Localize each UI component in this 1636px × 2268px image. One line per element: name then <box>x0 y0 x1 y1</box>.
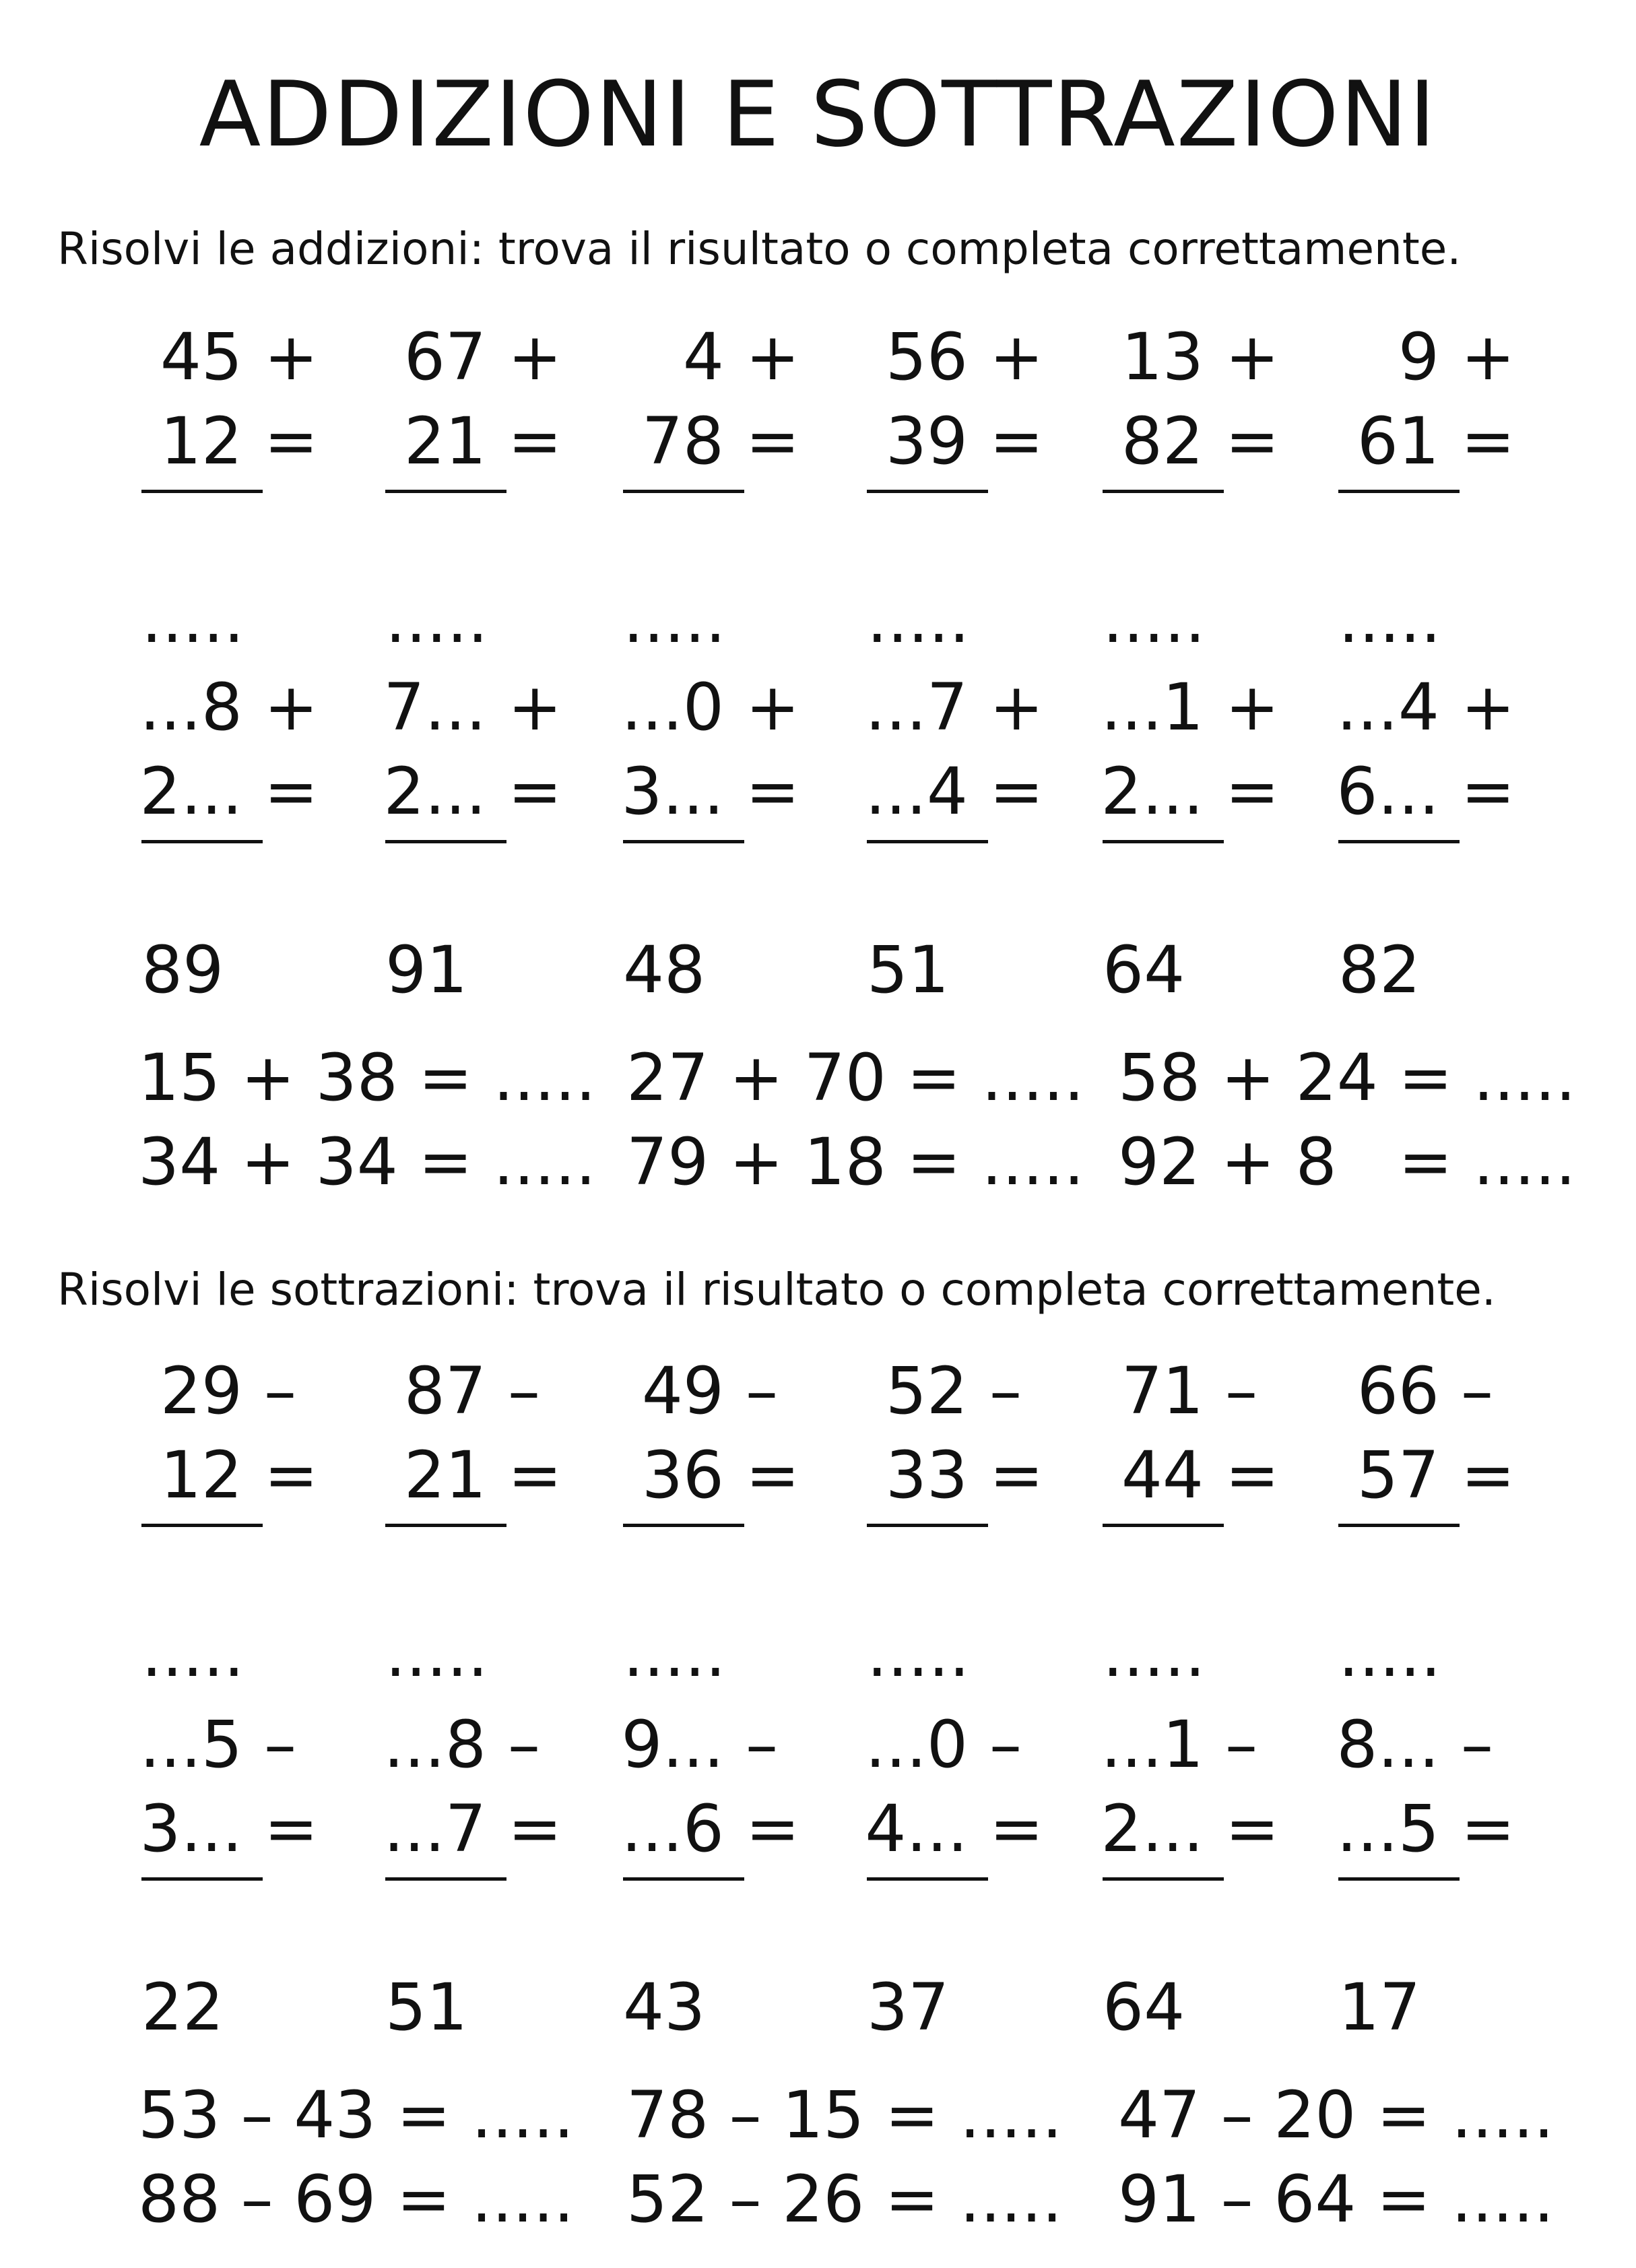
bottom-operand: ...5 <box>1336 1791 1439 1867</box>
bottom-row <box>141 404 317 488</box>
bottom-row <box>1338 404 1513 488</box>
bottom-operand: 2... <box>383 754 486 829</box>
answer-line <box>623 840 744 843</box>
top-operand: ...7 <box>865 670 968 745</box>
answer-line <box>1338 840 1460 843</box>
result: 37 <box>867 1970 950 2045</box>
top-operand: ...4 <box>1336 670 1439 745</box>
top-operand: ...0 <box>621 670 724 745</box>
equals-sign: = <box>1225 403 1280 479</box>
operator-sign: – <box>989 1353 1022 1429</box>
bottom-row <box>385 404 560 488</box>
addizione-problem <box>865 670 1044 1008</box>
addizione-inline-exercise: 79 + 18 = ..... <box>626 1124 1084 1200</box>
bottom-row <box>1338 1438 1513 1522</box>
top-row <box>867 670 1042 754</box>
operator-sign: – <box>1461 1707 1493 1782</box>
top-operand: 71 <box>1121 1353 1204 1429</box>
top-row <box>867 1354 1042 1438</box>
top-row <box>867 1708 1042 1792</box>
result: 91 <box>385 932 468 1008</box>
top-row <box>623 670 798 754</box>
top-operand: 87 <box>403 1353 486 1429</box>
equals-sign: = <box>989 1437 1044 1513</box>
top-row <box>1338 1708 1513 1792</box>
addizione-problem <box>1103 319 1280 657</box>
bottom-operand: 57 <box>1356 1437 1439 1513</box>
addizione-problem <box>139 670 319 1008</box>
top-row <box>623 1354 798 1438</box>
answer-line <box>867 490 988 493</box>
answer-line <box>1103 1524 1224 1527</box>
bottom-row <box>385 1792 560 1876</box>
top-row <box>1103 670 1278 754</box>
operator-sign: + <box>746 319 800 395</box>
operator-sign: – <box>508 1707 540 1782</box>
addizione-problem <box>383 670 562 1008</box>
equals-sign: = <box>1461 1791 1515 1867</box>
equals-sign: = <box>989 1791 1044 1867</box>
operator-sign: + <box>1225 670 1280 745</box>
top-row <box>141 670 317 754</box>
addizione-inline-exercise: 58 + 24 = ..... <box>1118 1040 1576 1115</box>
bottom-operand: 3... <box>139 1791 242 1867</box>
addizione-inline-exercise: 92 + 8 = ..... <box>1118 1124 1576 1200</box>
result: 22 <box>141 1970 224 2045</box>
equals-sign: = <box>1461 1437 1515 1513</box>
bottom-row <box>867 1792 1042 1876</box>
equals-sign: = <box>1225 1791 1280 1867</box>
top-row <box>1103 1354 1278 1438</box>
result: ..... <box>1103 582 1206 657</box>
answer-line <box>1103 490 1224 493</box>
bottom-operand: 82 <box>1121 403 1204 479</box>
answer-line <box>1103 840 1224 843</box>
answer-line <box>1338 1524 1460 1527</box>
operator-sign: + <box>989 319 1044 395</box>
bottom-operand: ...6 <box>621 1791 724 1867</box>
equals-sign: = <box>989 754 1044 829</box>
bottom-operand: 44 <box>1121 1437 1204 1513</box>
sottrazione-problem <box>139 1707 319 2045</box>
addizione-problem <box>1101 670 1280 1008</box>
top-row <box>1338 1354 1513 1438</box>
operator-sign: + <box>746 670 800 745</box>
addizione-problem <box>1338 319 1515 657</box>
result: ..... <box>1338 1616 1441 1691</box>
bottom-operand: 4... <box>865 1791 968 1867</box>
operator-sign: – <box>1461 1353 1493 1429</box>
addizione-inline-exercise: 15 + 38 = ..... <box>138 1040 596 1115</box>
result: 48 <box>623 932 706 1008</box>
bottom-row <box>1103 404 1278 488</box>
answer-line <box>1103 1877 1224 1881</box>
bottom-row <box>385 1438 560 1522</box>
bottom-operand: 21 <box>403 1437 486 1513</box>
top-operand: ...1 <box>1101 670 1204 745</box>
operator-sign: – <box>264 1707 296 1782</box>
sottrazione-inline-exercise: 53 – 43 = ..... <box>138 2077 575 2153</box>
result: ..... <box>623 1616 726 1691</box>
top-row <box>623 1708 798 1792</box>
operator-sign: + <box>1225 319 1280 395</box>
bottom-operand: 39 <box>885 403 968 479</box>
result: ..... <box>867 1616 970 1691</box>
equals-sign: = <box>508 754 562 829</box>
top-row <box>385 1708 560 1792</box>
answer-line <box>385 840 506 843</box>
bottom-row <box>1103 1792 1278 1876</box>
operator-sign: – <box>989 1707 1022 1782</box>
sottrazione-problem <box>1101 1707 1280 2045</box>
bottom-row <box>1338 754 1513 839</box>
operator-sign: – <box>264 1353 296 1429</box>
answer-line <box>385 1877 506 1881</box>
operator-sign: + <box>1461 670 1515 745</box>
bottom-operand: 61 <box>1356 403 1439 479</box>
addizione-problem <box>141 319 319 657</box>
top-operand: ...5 <box>139 1707 242 1782</box>
operator-sign: – <box>746 1353 778 1429</box>
answer-line <box>623 1524 744 1527</box>
result: ..... <box>1338 582 1441 657</box>
top-operand: 52 <box>885 1353 968 1429</box>
result: ..... <box>1103 1616 1206 1691</box>
equals-sign: = <box>989 403 1044 479</box>
sottrazione-inline-exercise: 47 – 20 = ..... <box>1118 2077 1555 2153</box>
answer-line <box>867 840 988 843</box>
bottom-operand: ...7 <box>383 1791 486 1867</box>
bottom-operand: 21 <box>403 403 486 479</box>
equals-sign: = <box>1461 403 1515 479</box>
top-operand: 56 <box>885 319 968 395</box>
answer-line <box>867 1524 988 1527</box>
top-operand: 7... <box>383 670 486 745</box>
equals-sign: = <box>508 403 562 479</box>
top-operand: ...1 <box>1101 1707 1204 1782</box>
answer-line <box>385 1524 506 1527</box>
answer-line <box>867 1877 988 1881</box>
bottom-operand: 2... <box>1101 1791 1204 1867</box>
bottom-operand: 36 <box>641 1437 724 1513</box>
addizione-problem <box>867 319 1044 657</box>
top-row <box>141 320 317 404</box>
top-operand: 8... <box>1336 1707 1439 1782</box>
answer-line <box>623 1877 744 1881</box>
addizione-problem <box>1336 670 1515 1008</box>
operator-sign: + <box>264 319 319 395</box>
bottom-row <box>141 1438 317 1522</box>
addizione-inline-exercise: 27 + 70 = ..... <box>626 1040 1084 1115</box>
addizione-problem <box>623 319 800 657</box>
answer-line <box>141 1524 263 1527</box>
top-row <box>385 670 560 754</box>
sottrazione-problem <box>141 1353 319 1691</box>
top-row <box>867 320 1042 404</box>
equals-sign: = <box>1225 1437 1280 1513</box>
answer-line <box>385 490 506 493</box>
answer-line <box>623 490 744 493</box>
answer-line <box>141 1877 263 1881</box>
bottom-row <box>141 1792 317 1876</box>
operator-sign: + <box>508 319 562 395</box>
answer-line <box>141 490 263 493</box>
result: 51 <box>867 932 950 1008</box>
bottom-row <box>1338 1792 1513 1876</box>
top-row <box>141 1354 317 1438</box>
sottrazione-problem <box>383 1707 562 2045</box>
bottom-operand: 12 <box>160 1437 242 1513</box>
sottrazione-problem <box>623 1353 800 1691</box>
answer-line <box>1338 1877 1460 1881</box>
operator-sign: + <box>508 670 562 745</box>
top-operand: ...0 <box>865 1707 968 1782</box>
equals-sign: = <box>746 1437 800 1513</box>
bottom-row <box>623 754 798 839</box>
operator-sign: + <box>989 670 1044 745</box>
equals-sign: = <box>508 1791 562 1867</box>
bottom-operand: 6... <box>1336 754 1439 829</box>
bottom-row <box>1103 1438 1278 1522</box>
sottrazione-problem <box>385 1353 562 1691</box>
bottom-operand: 3... <box>621 754 724 829</box>
top-operand: 9... <box>621 1707 724 1782</box>
bottom-row <box>623 404 798 488</box>
answer-line <box>141 840 263 843</box>
sottrazione-problem <box>1103 1353 1280 1691</box>
top-operand: 9 <box>1398 319 1439 395</box>
operator-sign: – <box>746 1707 778 1782</box>
top-operand: 45 <box>160 319 242 395</box>
addizioni-instruction: Risolvi le addizioni: trova il risultato o completa correttamente. <box>57 223 1462 275</box>
equals-sign: = <box>746 754 800 829</box>
operator-sign: – <box>1225 1707 1257 1782</box>
sottrazione-inline-exercise: 78 – 15 = ..... <box>626 2077 1063 2153</box>
top-operand: 13 <box>1121 319 1204 395</box>
bottom-row <box>385 754 560 839</box>
bottom-operand: 78 <box>641 403 724 479</box>
equals-sign: = <box>508 1437 562 1513</box>
top-row <box>385 1354 560 1438</box>
equals-sign: = <box>1461 754 1515 829</box>
operator-sign: + <box>264 670 319 745</box>
equals-sign: = <box>264 754 319 829</box>
sottrazioni-instruction: Risolvi le sottrazioni: trova il risultato o completa correttamente. <box>57 1264 1496 1316</box>
sottrazione-problem <box>867 1353 1044 1691</box>
result: ..... <box>385 1616 488 1691</box>
top-row <box>1103 320 1278 404</box>
sottrazione-problem <box>1338 1353 1515 1691</box>
sottrazione-inline-exercise: 91 – 64 = ..... <box>1118 2162 1555 2237</box>
result: 17 <box>1338 1970 1421 2045</box>
bottom-operand: 2... <box>139 754 242 829</box>
bottom-operand: 2... <box>1101 754 1204 829</box>
bottom-row <box>867 1438 1042 1522</box>
bottom-row <box>623 1792 798 1876</box>
equals-sign: = <box>746 1791 800 1867</box>
result: ..... <box>623 582 726 657</box>
top-operand: 29 <box>160 1353 242 1429</box>
result: ..... <box>867 582 970 657</box>
operator-sign: – <box>1225 1353 1257 1429</box>
result: 43 <box>623 1970 706 2045</box>
operator-sign: + <box>1461 319 1515 395</box>
result: ..... <box>141 1616 244 1691</box>
equals-sign: = <box>264 1437 319 1513</box>
sottrazione-inline-exercise: 88 – 69 = ..... <box>138 2162 575 2237</box>
result: 64 <box>1103 932 1185 1008</box>
equals-sign: = <box>264 1791 319 1867</box>
result: 82 <box>1338 932 1421 1008</box>
result: 64 <box>1103 1970 1185 2045</box>
sottrazione-problem <box>865 1707 1044 2045</box>
page-title: ADDIZIONI E SOTTRAZIONI <box>199 62 1437 167</box>
top-row <box>1103 1708 1278 1792</box>
bottom-row <box>1103 754 1278 839</box>
sottrazione-problem <box>1336 1707 1515 2045</box>
addizione-problem <box>385 319 562 657</box>
top-row <box>1338 320 1513 404</box>
equals-sign: = <box>264 403 319 479</box>
bottom-row <box>623 1438 798 1522</box>
top-operand: 4 <box>682 319 724 395</box>
top-operand: ...8 <box>139 670 242 745</box>
bottom-row <box>867 754 1042 839</box>
result: ..... <box>385 582 488 657</box>
bottom-row <box>867 404 1042 488</box>
top-operand: ...8 <box>383 1707 486 1782</box>
addizione-inline-exercise: 34 + 34 = ..... <box>138 1124 596 1200</box>
equals-sign: = <box>746 403 800 479</box>
bottom-operand: 12 <box>160 403 242 479</box>
result: 51 <box>385 1970 468 2045</box>
result: 89 <box>141 932 224 1008</box>
top-row <box>1338 670 1513 754</box>
result: ..... <box>141 582 244 657</box>
top-operand: 66 <box>1356 1353 1439 1429</box>
top-operand: 49 <box>641 1353 724 1429</box>
bottom-operand: ...4 <box>865 754 968 829</box>
top-row <box>141 1708 317 1792</box>
top-row <box>623 320 798 404</box>
addizione-problem <box>621 670 800 1008</box>
sottrazione-inline-exercise: 52 – 26 = ..... <box>626 2162 1063 2237</box>
answer-line <box>1338 490 1460 493</box>
bottom-operand: 33 <box>885 1437 968 1513</box>
sottrazione-problem <box>621 1707 800 2045</box>
bottom-row <box>141 754 317 839</box>
operator-sign: – <box>508 1353 540 1429</box>
equals-sign: = <box>1225 754 1280 829</box>
top-operand: 67 <box>403 319 486 395</box>
top-row <box>385 320 560 404</box>
